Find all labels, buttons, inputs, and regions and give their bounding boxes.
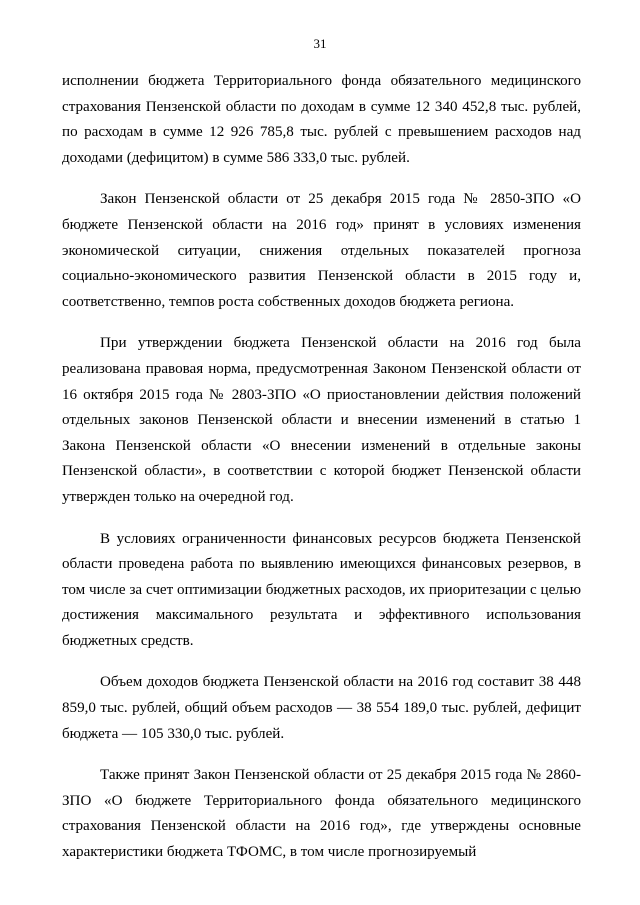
paragraph-legal-norm: При утверждении бюджета Пензенской области на 2016 год была реализована правовая норма, предусмотренная Законом Пензенской области от 16 октября 2015 года № 2803-ЗПО «О приостановлении действия положений отдельных законов Пензенской области и внесении изменений в статью 1 Закона Пензенской области «О внесении изменений в отдельные законы Пензенской области», в соответствии с которой бюджет Пензенской области утвержден только на очередной год.: [62, 335, 581, 505]
paragraph-law-2850: Закон Пензенской области от 25 декабря 2015 года № 2850-ЗПО «О бюджете Пензенской области на 2016 год» принят в условиях изменения экономической ситуации, снижения отдельных показателей прогноза социально-экономического развития Пензенской области в 2015 году и, соответственно, темпов роста собственных доходов бюджета региона.: [62, 191, 581, 310]
paragraph-budget-volume: Объем доходов бюджета Пензенской области на 2016 год составит 38 448 859,0 тыс. рублей, общий объем расходов — 38 554 189,0 тыс. рублей, дефицит бюджета — 105 330,0 тыс. рублей.: [62, 674, 581, 742]
page-number: 31: [313, 36, 327, 51]
paragraph-continuation: исполнении бюджета Территориального фонда обязательного медицинского страхования Пензенской области по доходам в сумме 12 340 452,8 тыс. рублей, по расходам в сумме 12 926 785,8 тыс. рублей с превышением расходов над доходами (дефицитом) в сумме 586 333,0 тыс. рублей.: [62, 73, 581, 166]
paragraph-law-2860: Также принят Закон Пензенской области от 25 декабря 2015 года № 2860-ЗПО «О бюджете Территориального фонда обязательного медицинского страхования Пензенской области на 2016 год», где утверждены основные характеристики бюджета ТФОМС, в том числе прогнозируемый: [62, 767, 581, 861]
paragraph-financial-reserves: В условиях ограниченности финансовых ресурсов бюджета Пензенской области проведена работа по выявлению имеющихся финансовых резервов, в том числе за счет оптимизации бюджетных расходов, их приоритезации с целью достижения максимального результата и эффективного использования бюджетных средств.: [62, 530, 581, 649]
body-text: [62, 69, 581, 882]
